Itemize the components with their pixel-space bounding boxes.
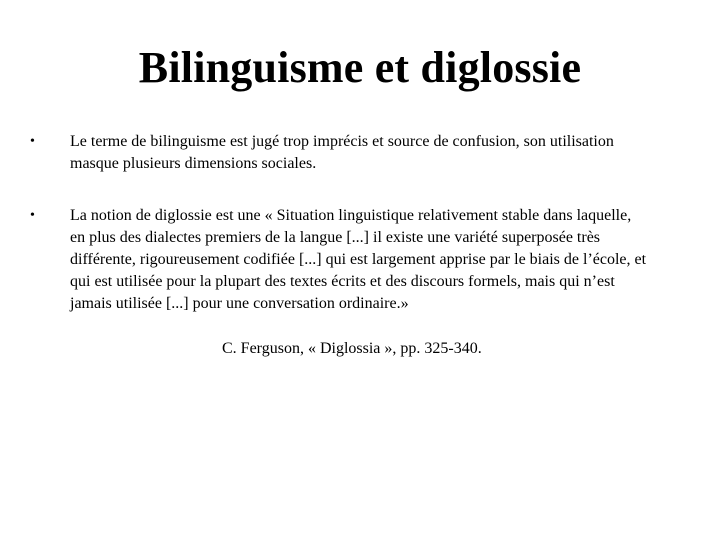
- bullet-text: La notion de diglossie est une « Situation linguistique relativement stable dans laquelle, en plus des dialectes premiers de la langue [...] il existe une variété superposée très différente, rigoureusement codifiée [...] qui est largement apprise par le biais de l’école, et qui est utilisée pour la plupart des textes écrits et des discours formels, mais qui n’est jamais utilisée [...] pour une conversation ordinaire.»: [70, 207, 647, 312]
- bullet-list: [30, 131, 650, 315]
- bullet-item-bilinguisme: [30, 131, 650, 175]
- citation: C. Ferguson, « Diglossia », pp. 325-340.: [222, 340, 482, 357]
- bullet-marker: •: [30, 208, 35, 223]
- bullet-item-diglossie: [30, 205, 650, 315]
- slide-title: Bilinguisme et diglossie: [138, 43, 582, 92]
- bullet-text: Le terme de bilinguisme est jugé trop imprécis et source de confusion, son utilisation masque plusieurs dimensions sociales.: [70, 133, 614, 172]
- bullet-marker: •: [30, 134, 35, 149]
